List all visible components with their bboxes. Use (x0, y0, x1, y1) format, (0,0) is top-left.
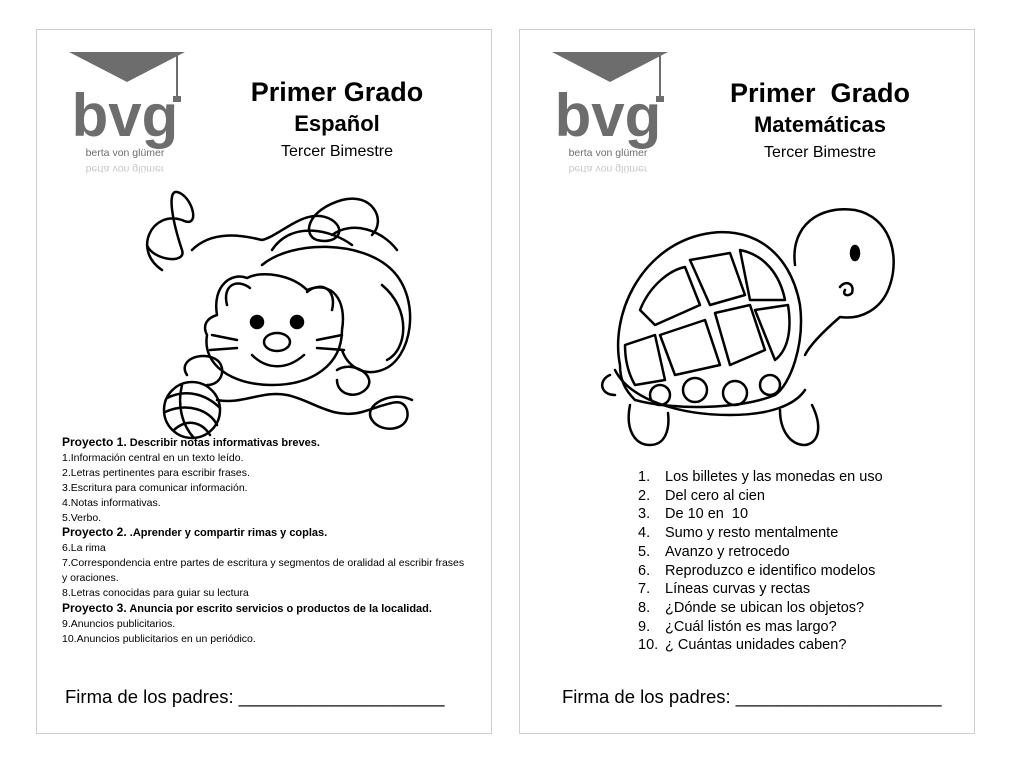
list-item: 1. Los billetes y las monedas en uso (638, 469, 883, 485)
project-list (62, 435, 467, 647)
turtle-illustration (600, 205, 900, 455)
parent-signature-line: Firma de los padres: ____________________ (562, 686, 942, 707)
list-item: 6.La rima (62, 542, 106, 555)
title-block (197, 77, 477, 162)
list-item: 4.Notas informativas. (62, 496, 161, 509)
svg-text:bvg: bvg (71, 82, 179, 149)
logo-graphic (550, 48, 670, 178)
cat-yarn-illustration (132, 190, 422, 440)
list-item: 3. De 10 en 10 (638, 506, 749, 523)
svg-text:berta von glümer: berta von glümer (568, 163, 648, 175)
list-item: 3.Escritura para comunicar información. (62, 481, 248, 494)
list-item: 4. Sumo y resto mentalmente (638, 525, 839, 542)
list-item: 6. Reproduzco e identifico modelos (638, 562, 876, 579)
term-label: Tercer Bimestre (280, 143, 394, 160)
project-heading: Proyecto 3. Anuncia por escrito servicios o productos de la localidad. (62, 600, 432, 615)
list-item: 2.Letras pertinentes para escribir frases. (62, 466, 250, 479)
list-item: 9. ¿Cuál listón es mas largo? (638, 618, 837, 635)
project-heading: Proyecto 1. Describir notas informativas breves. (62, 435, 320, 449)
svg-text:bvg: bvg (554, 82, 662, 149)
svg-text:berta von glümer: berta von glümer (85, 163, 165, 175)
list-item: 10.Anuncios publicitarios en un periódico. (62, 632, 256, 645)
list-item: 5. Avanzo y retrocedo (638, 543, 790, 560)
list-item: 7.Correspondencia entre partes de escritura y segmentos de oralidad al escribir frases y oraciones. (62, 557, 465, 585)
subject-title: Español (294, 111, 380, 136)
logo-graphic (67, 48, 187, 178)
svg-text:berta von glümer: berta von glümer (568, 147, 648, 159)
panel-espanol (36, 29, 492, 734)
panel-matematicas (519, 29, 975, 734)
parent-signature-line: Firma de los padres: ____________________ (65, 686, 445, 707)
title-block (680, 78, 960, 163)
list-item: 5.Verbo. (62, 511, 102, 524)
list-item: 1.Información central en un texto leído. (62, 451, 244, 464)
page-title: Primer Grado (250, 77, 424, 107)
subject-title: Matemáticas (753, 112, 887, 137)
school-logo (67, 48, 187, 178)
list-item: 10. ¿ Cuántas unidades caben? (638, 637, 847, 654)
project-heading: Proyecto 2. .Aprender y compartir rimas y coplas. (62, 525, 328, 540)
list-item: 8. ¿Dónde se ubican los objetos? (638, 599, 865, 616)
topics-list (638, 468, 883, 655)
school-logo (550, 48, 670, 178)
list-item: 7. Líneas curvas y rectas (638, 581, 811, 598)
svg-text:berta von glümer: berta von glümer (85, 147, 165, 159)
list-item: 8.Letras conocidas para guiar su lectura (62, 587, 249, 600)
term-label: Tercer Bimestre (763, 144, 877, 161)
list-item: 2. Del cero al cien (638, 487, 765, 504)
list-item: 9.Anuncios publicitarios. (62, 617, 176, 630)
page-title: Primer Grado (729, 78, 911, 108)
